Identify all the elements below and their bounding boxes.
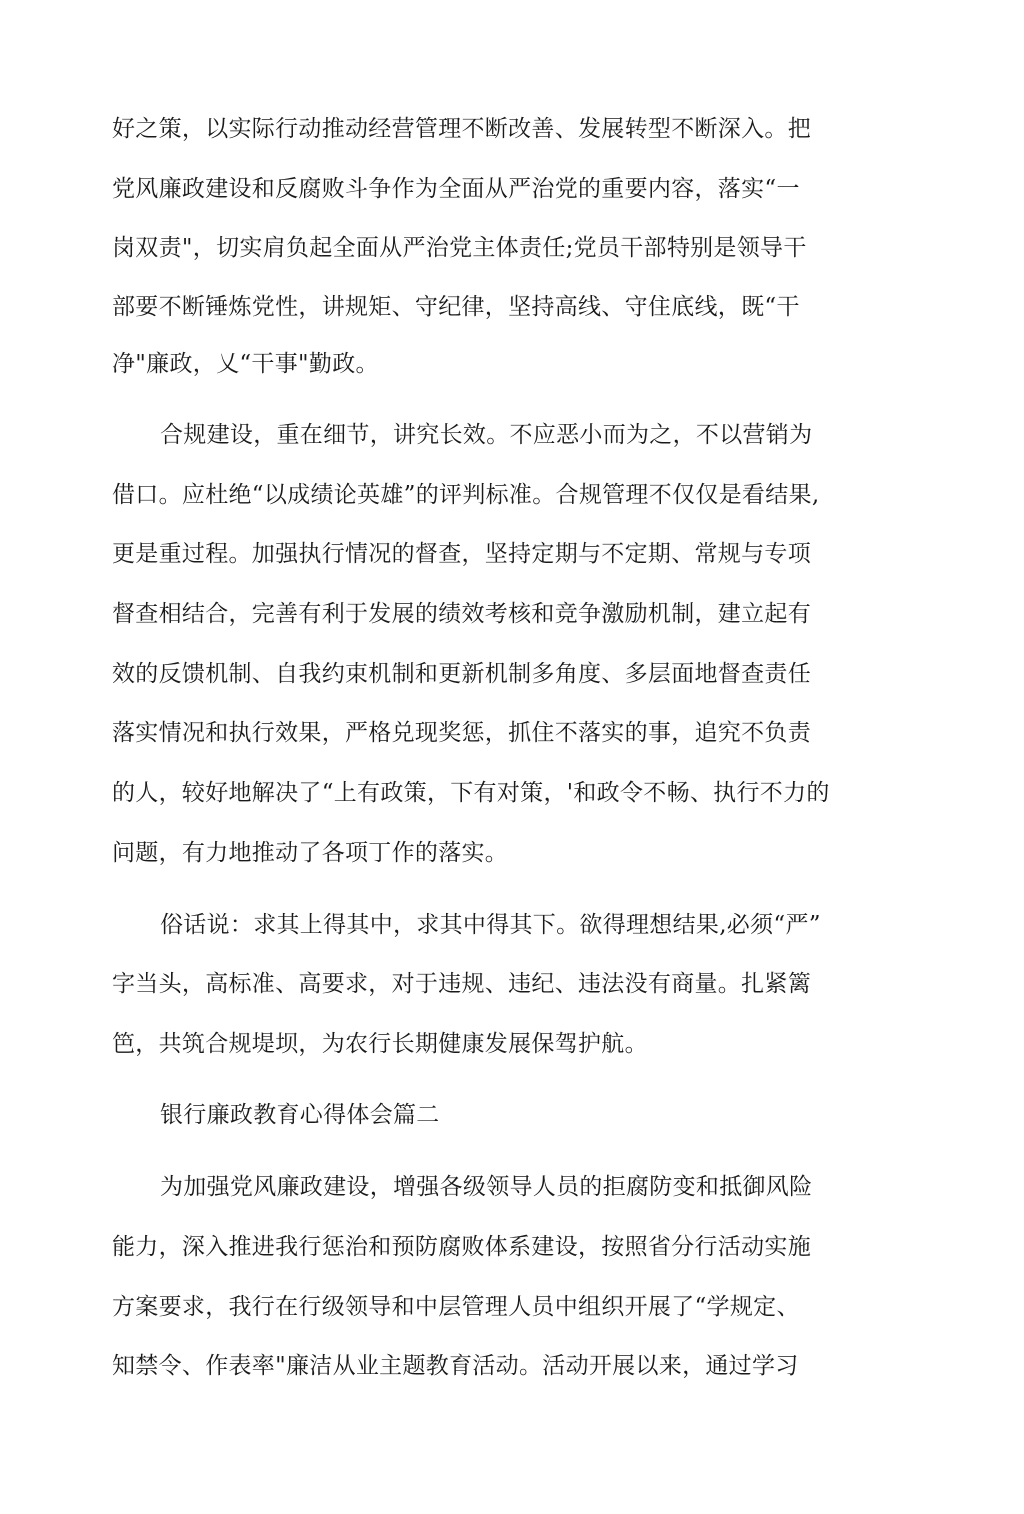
paragraph-4-line-2: 能力，深入推进我行惩治和预防腐败体系建设，按照省分行活动实施	[112, 1234, 811, 1260]
section-heading: 银行廉政教育心得体会篇二	[160, 1102, 440, 1128]
paragraph-1-line-2: 党风廉政建设和反腐败斗争作为全面从严治党的重要内容，落实“一	[112, 176, 800, 202]
paragraph-3-line-2: 字当头，高标准、高要求，对于违规、违纪、违法没有商量。扎紧篱	[112, 971, 811, 997]
paragraph-4-line-3: 方案要求，我行在行级领导和中层管理人员中组织开展了“学规定、	[112, 1294, 800, 1320]
paragraph-2-line-5: 效的反馈机制、自我约束机制和更新机制多角度、多层面地督查责任	[112, 661, 811, 687]
paragraph-3-line-1: 俗话说：求其上得其中，求其中得其下。欲得理想结果,必须“严”	[160, 912, 821, 938]
paragraph-2-line-8: 问题，有力地推动了各项丁作的落实。	[112, 840, 509, 866]
paragraph-1-line-1: 好之策，以实际行动推动经营管理不断改善、发展转型不断深入。把	[112, 116, 811, 142]
paragraph-2-line-6: 落实情况和执行效果，严格兑现奖惩，抓住不落实的事，追究不负责	[112, 720, 811, 746]
paragraph-2-line-2: 借口。应杜绝“以成绩论英雄”的评判标准。合规管理不仅仅是看结果,	[112, 482, 820, 508]
paragraph-4-line-4: 知禁令、作表率"廉洁从业主题教育活动。活动开展以来，通过学习	[112, 1353, 799, 1379]
paragraph-2-line-4: 督查相结合，完善有利于发展的绩效考核和竞争激励机制，建立起有	[112, 601, 811, 627]
paragraph-2-line-1: 合规建设，重在细节，讲究长效。不应恶小而为之，不以营销为	[160, 422, 813, 448]
paragraph-3-line-3: 笆，共筑合规堤坝，为农行长期健康发展保驾护航。	[112, 1031, 648, 1057]
paragraph-1-line-4: 部要不断锤炼党性，讲规矩、守纪律，坚持高线、守住底线，既“干	[112, 294, 800, 320]
paragraph-4-line-1: 为加强党风廉政建设，增强各级领导人员的拒腐防变和抵御风险	[160, 1174, 813, 1200]
paragraph-2-line-7: 的人，较好地解决了“上有政策，下有对策，'和政令不畅、执行不力的	[112, 780, 830, 806]
paragraph-1-line-3: 岗双责"，切实肩负起全面从严治党主体责任;党员干部特别是领导干	[112, 235, 807, 261]
paragraph-2-line-3: 更是重过程。加强执行情况的督查，坚持定期与不定期、常规与专项	[112, 541, 811, 567]
paragraph-1-line-5: 净"廉政，乂“干事"勤政。	[112, 351, 379, 377]
